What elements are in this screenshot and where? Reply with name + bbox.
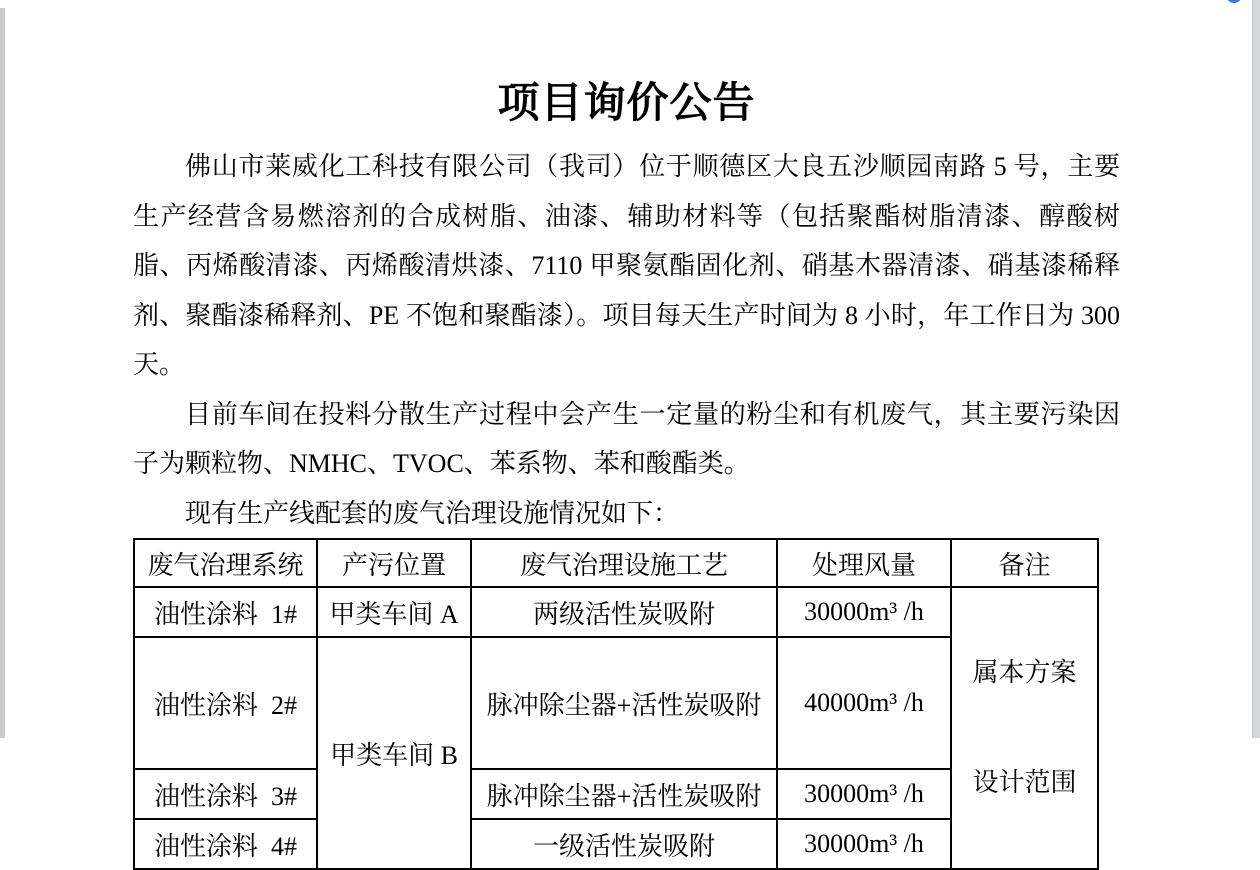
- header-system: 废气治理系统: [134, 539, 317, 587]
- cell-location-merged: 甲类车间 B: [317, 637, 471, 869]
- vertical-scrollbar[interactable]: [1252, 0, 1260, 738]
- remark-line-2: 设计范围: [972, 768, 1077, 797]
- cell-remark-merged: [951, 587, 1098, 869]
- paragraph-table-lead-in: 现有生产线配套的废气治理设施情况如下：: [185, 498, 680, 528]
- cell-airflow: 40000m³ /h: [777, 637, 951, 769]
- paragraph-company-intro: 佛山市莱威化工科技有限公司（我司）位于顺德区大良五沙顺园南路 5 号，主要生产经营含易燃溶剂的合成树脂、油漆、辅助材料等（包括聚酯树脂清漆、醇酸树脂、丙烯酸清漆、丙烯酸清烘漆、7110 甲聚氨酯固化剂、硝基木器清漆、硝基漆稀释剂、聚酯漆稀释剂、PE 不饱和聚酯漆）。项目每天生产时间为 8 小时，年工作日为 300 天。: [133, 152, 1120, 379]
- header-remark: 备注: [951, 539, 1098, 587]
- cell-airflow: 30000m³ /h: [777, 819, 951, 869]
- header-airflow: 处理风量: [777, 539, 951, 587]
- cell-airflow: 30000m³ /h: [777, 769, 951, 819]
- table-row: [134, 587, 1098, 637]
- left-edge-strip: [0, 8, 5, 738]
- cell-process: 脉冲除尘器+活性炭吸附: [471, 769, 777, 819]
- table-header-row: [134, 539, 1098, 587]
- cell-airflow: 30000m³ /h: [777, 587, 951, 637]
- cell-process: 脉冲除尘器+活性炭吸附: [471, 637, 777, 769]
- page-title: 项目询价公告: [497, 81, 756, 127]
- cell-location: 甲类车间 A: [317, 587, 471, 637]
- waste-gas-treatment-table: [133, 538, 1099, 870]
- cell-process: 两级活性炭吸附: [471, 587, 777, 637]
- cell-system: 油性涂料 3#: [134, 769, 317, 819]
- remark-line-1: 属本方案: [972, 658, 1077, 687]
- header-process: 废气治理设施工艺: [471, 539, 777, 587]
- cell-system: 油性涂料 4#: [134, 819, 317, 869]
- cell-process: 一级活性炭吸附: [471, 819, 777, 869]
- header-location: 产污位置: [317, 539, 471, 587]
- cell-system: 油性涂料 2#: [134, 637, 317, 769]
- document-body: [133, 142, 1120, 538]
- cell-system: 油性涂料 1#: [134, 587, 317, 637]
- paragraph-pollution-factors: 目前车间在投料分散生产过程中会产生一定量的粉尘和有机废气，其主要污染因子为颗粒物、NMHC、TVOC、苯系物、苯和酸酯类。: [133, 399, 1120, 478]
